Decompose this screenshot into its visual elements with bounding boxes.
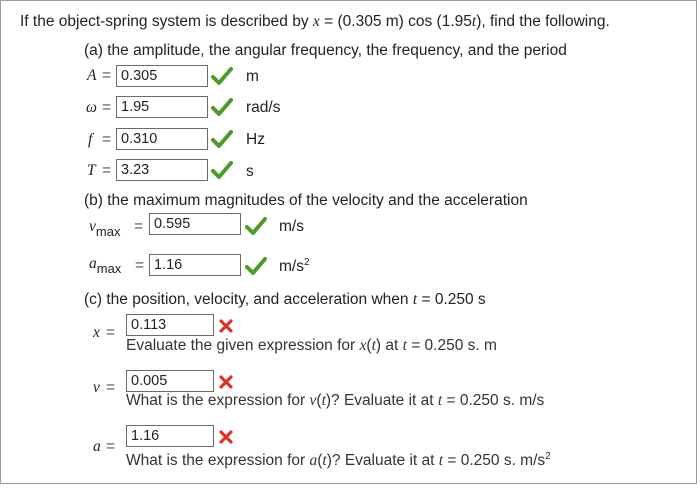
equals-sign: = — [102, 67, 112, 84]
amax-input[interactable]: 1.16 — [149, 254, 241, 276]
position-symbol: x — [93, 324, 100, 341]
period-symbol: T — [87, 162, 96, 179]
angular-frequency-unit: rad/s — [246, 99, 281, 116]
velocity-hint: What is the expression for v(t)? Evaluate it at t = 0.250 s. m/s — [126, 392, 545, 409]
acceleration-symbol: a — [93, 438, 101, 455]
amax-label: $a_{max}$ — [89, 255, 122, 276]
frequency-symbol: f — [88, 131, 93, 148]
part-a-heading: (a) the amplitude, the angular frequency, the frequency, and the period — [84, 42, 567, 59]
check-icon — [211, 98, 233, 116]
check-icon — [245, 217, 267, 235]
amplitude-unit: m — [246, 68, 259, 85]
velocity-input[interactable]: 0.005 — [126, 370, 214, 392]
check-icon — [211, 130, 233, 148]
position-input[interactable]: 0.113 — [126, 314, 214, 336]
acceleration-hint: What is the expression for a(t)? Evaluate it at t = 0.250 s. $m/s^2$ — [126, 451, 551, 470]
equals-sign: = — [102, 131, 112, 148]
vmax-unit: m/s — [279, 218, 304, 235]
equals-sign: = — [134, 218, 144, 235]
cross-icon — [218, 429, 234, 445]
acceleration-input[interactable]: 1.16 — [126, 425, 214, 447]
equals-sign: = — [106, 379, 116, 396]
cross-icon — [218, 374, 234, 390]
amax-unit: $m/s^2$ — [279, 257, 310, 276]
frequency-unit: Hz — [246, 131, 265, 148]
period-input[interactable]: 3.23 — [116, 159, 208, 181]
angular-frequency-input[interactable]: 1.95 — [116, 96, 208, 118]
check-icon — [245, 257, 267, 275]
frequency-input[interactable]: 0.310 — [116, 128, 208, 150]
velocity-symbol: v — [93, 379, 100, 396]
period-unit: s — [246, 163, 254, 180]
vmax-input[interactable]: 0.595 — [149, 213, 241, 235]
part-b-heading: (b) the maximum magnitudes of the velocity and the acceleration — [84, 192, 528, 209]
question-text: If the object-spring system is described by x = (0.305 m) cos (1.95t), find the following. — [20, 13, 610, 30]
equals-sign: = — [106, 438, 116, 455]
equals-sign: = — [102, 99, 112, 116]
part-c-heading: (c) the position, velocity, and acceleration when t = 0.250 s — [84, 291, 486, 308]
amplitude-input[interactable]: 0.305 — [116, 65, 208, 87]
equals-sign: = — [106, 324, 116, 341]
check-icon — [211, 161, 233, 179]
vmax-label: $v_{max}$ — [89, 218, 121, 239]
check-icon — [211, 67, 233, 85]
equals-sign: = — [135, 257, 145, 274]
equals-sign: = — [102, 162, 112, 179]
cross-icon — [218, 318, 234, 334]
amplitude-symbol: A — [87, 67, 97, 84]
position-hint: Evaluate the given expression for x(t) at t = 0.250 s. m — [126, 337, 497, 354]
angular-frequency-symbol: ω — [86, 99, 97, 116]
